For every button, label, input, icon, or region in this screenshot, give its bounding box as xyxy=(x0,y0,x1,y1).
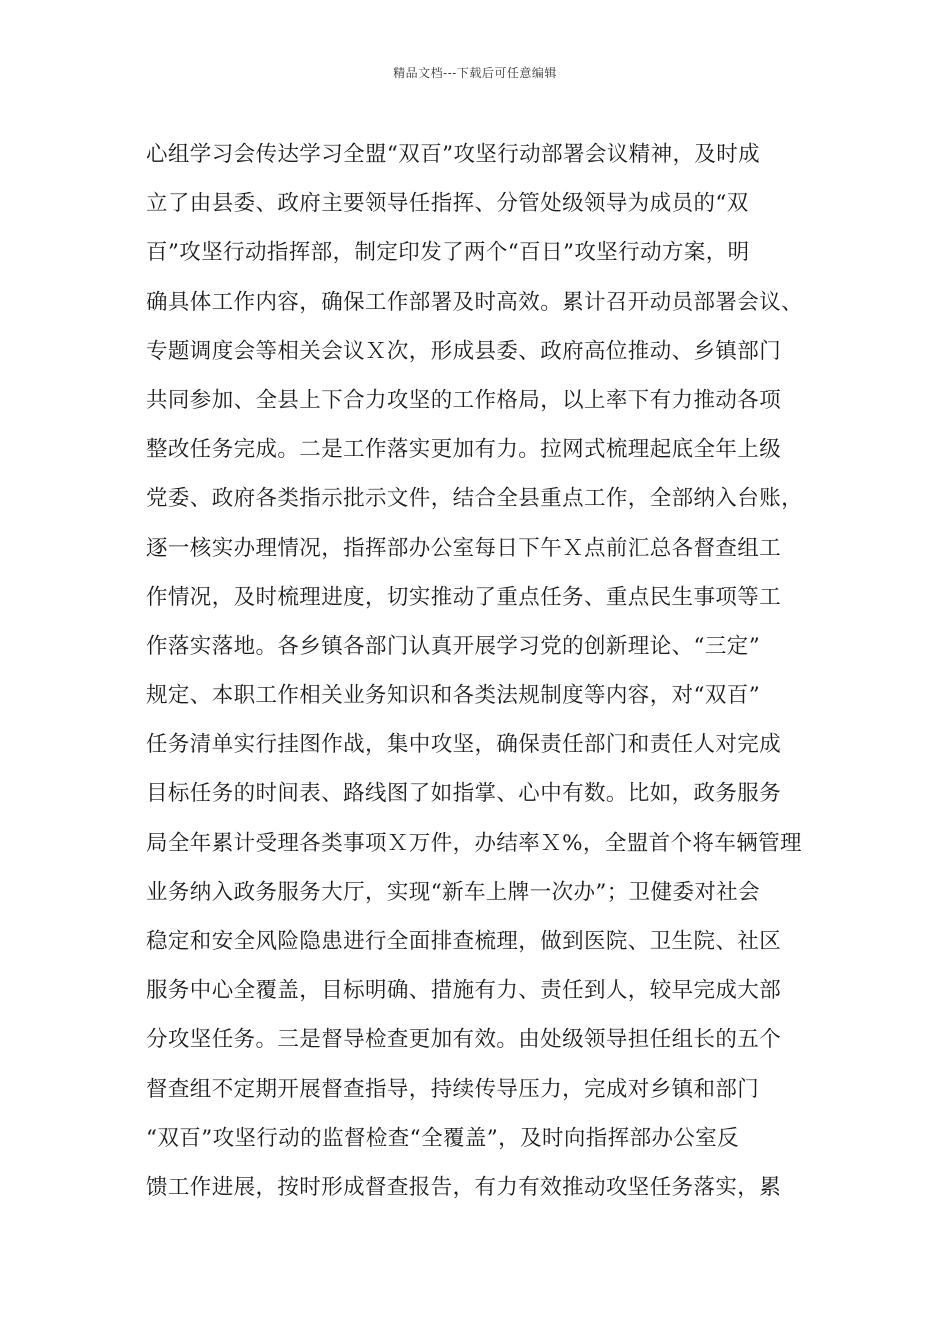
text-line: 逐一核实办理情况，指挥部办公室每日下午Ｘ点前汇总各督查组工 xyxy=(146,535,782,561)
text-line: 党委、政府各类指示批示文件，结合全县重点工作，全部纳入台账， xyxy=(146,486,804,512)
text-line: 局全年累计受理各类事项Ｘ万件，办结率Ｘ%，全盟首个将车辆管理 xyxy=(146,830,802,856)
text-line: 作落实落地。各乡镇各部门认真开展学习党的创新理论、“三定” xyxy=(146,633,761,659)
text-line: 馈工作进展，按时形成督查报告，有力有效推动攻坚任务落实，累 xyxy=(146,1174,782,1200)
text-line: 服务中心全覆盖，目标明确、措施有力、责任到人，较早完成大部 xyxy=(146,978,782,1004)
text-line: 督查组不定期开展督查指导，持续传导压力，完成对乡镇和部门 xyxy=(146,1076,760,1102)
text-line: 确具体工作内容，确保工作部署及时高效。累计召开动员部署会议、 xyxy=(146,289,804,315)
text-line: 业务纳入政务服务大厅，实现“新车上牌一次办”；卫健委对社会 xyxy=(146,879,761,905)
text-line: 共同参加、全县上下合力攻坚的工作格局，以上率下有力推动各项 xyxy=(146,387,782,413)
body-text xyxy=(146,130,826,1212)
text-line: 专题调度会等相关会议Ｘ次，形成县委、政府高位推动、乡镇部门 xyxy=(146,338,782,364)
text-line: 分攻坚任务。三是督导检查更加有效。由处级领导担任组长的五个 xyxy=(146,1027,782,1053)
text-line: 稳定和安全风险隐患进行全面排查梳理，做到医院、卫生院、社区 xyxy=(146,929,782,954)
text-line: 心组学习会传达学习全盟“双百”攻坚行动部署会议精神，及时成 xyxy=(146,142,761,167)
text-line: 规定、本职工作相关业务知识和各类法规制度等内容，对“双百” xyxy=(146,683,761,709)
text-line: 任务清单实行挂图作战，集中攻坚，确保责任部门和责任人对完成 xyxy=(146,732,782,758)
text-line: “双百”攻坚行动的监督检查“全覆盖”，及时向指挥部办公室反 xyxy=(146,1125,740,1151)
page-header: 精品文档---下载后可任意编辑 xyxy=(393,66,557,80)
text-line: 作情况，及时梳理进度，切实推动了重点任务、重点民生事项等工 xyxy=(146,584,782,610)
text-line: 立了由县委、政府主要领导任指挥、分管处级领导为成员的“双 xyxy=(146,191,749,217)
text-line: 百”攻坚行动指挥部，制定印发了两个“百日”攻坚行动方案，明 xyxy=(146,240,750,266)
text-line: 目标任务的时间表、路线图了如指掌、心中有数。比如，政务服务 xyxy=(146,781,782,807)
text-line: 整改任务完成。二是工作落实更加有力。拉网式梳理起底全年上级 xyxy=(146,437,782,463)
